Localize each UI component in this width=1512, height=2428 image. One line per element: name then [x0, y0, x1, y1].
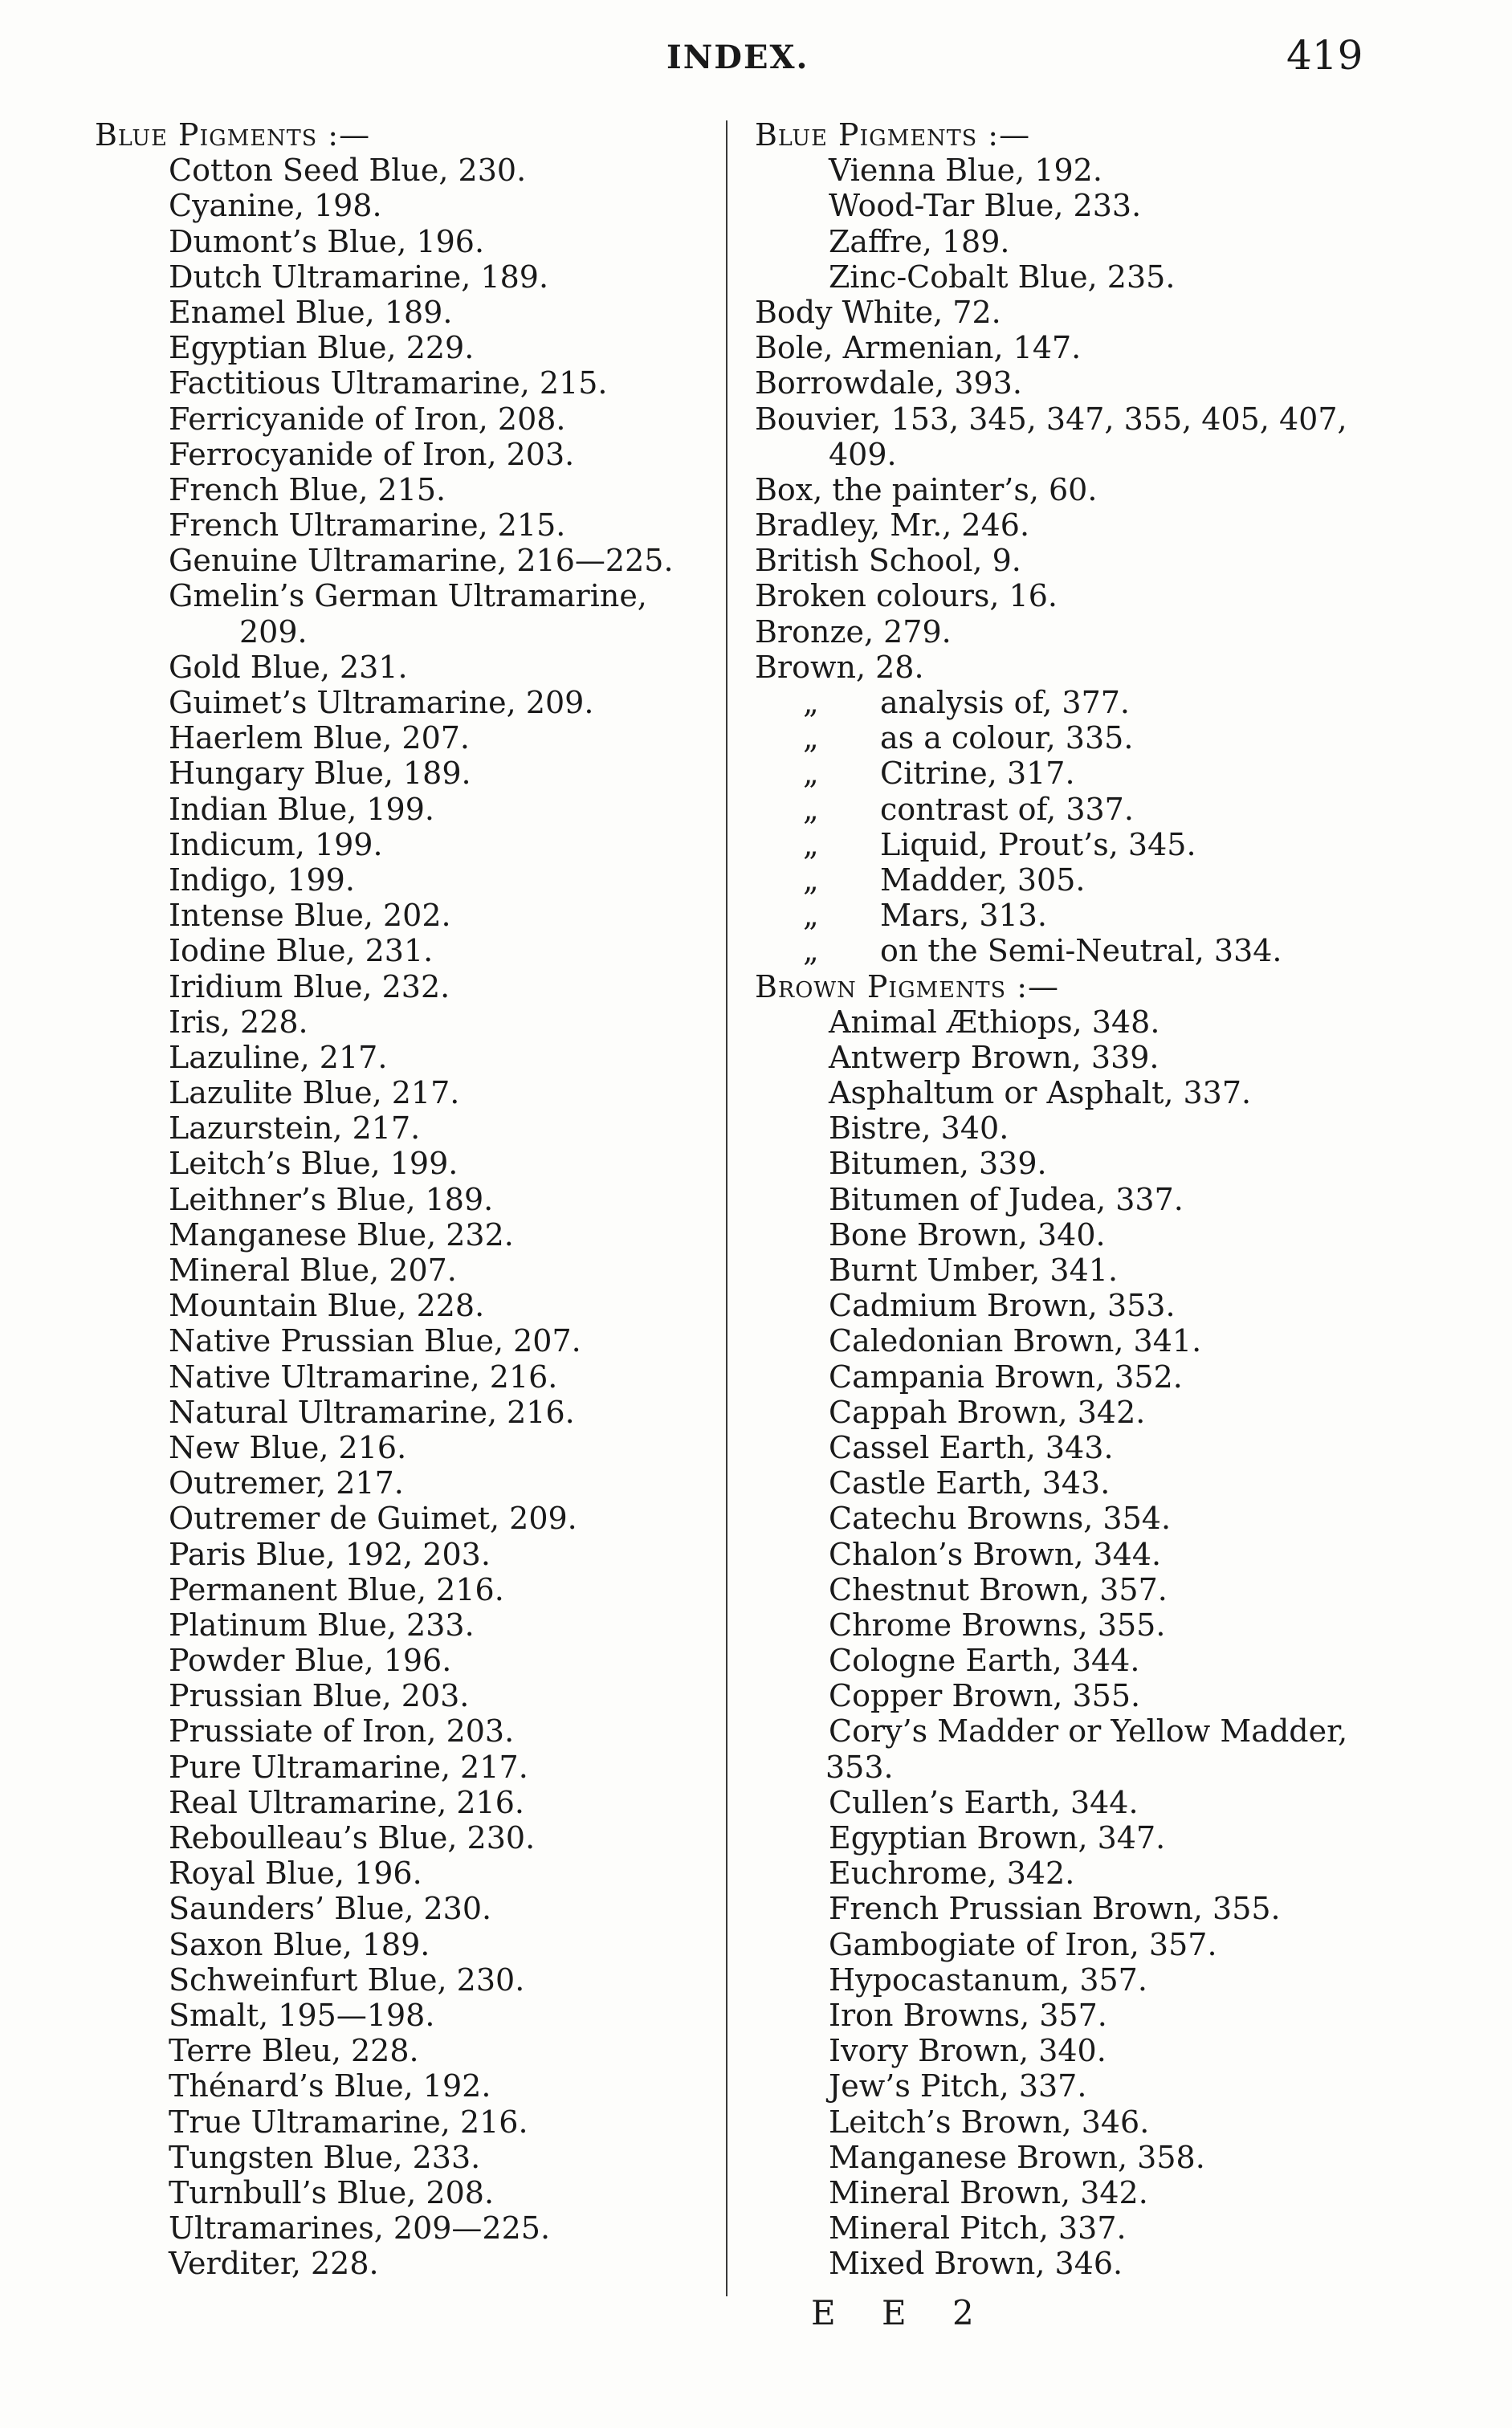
- index-entry: Prussiate of Iron, 203.: [169, 1713, 515, 1750]
- ditto-mark: „: [803, 685, 819, 720]
- index-entry: 409.: [829, 436, 897, 472]
- index-entry: Borrowdale, 393.: [755, 365, 1022, 401]
- index-column-left: [95, 117, 721, 2281]
- index-entry: Saunders’ Blue, 230.: [169, 1891, 492, 1927]
- index-entry: Royal Blue, 196.: [169, 1856, 422, 1892]
- index-entry: Jew’s Pitch, 337.: [829, 2068, 1087, 2104]
- index-entry: Bradley, Mr., 246.: [755, 507, 1030, 544]
- index-entry: Pure Ultramarine, 217.: [169, 1749, 528, 1785]
- index-entry: Intense Blue, 202.: [169, 898, 451, 934]
- index-entry: Cullen’s Earth, 344.: [829, 1784, 1139, 1820]
- index-subentry-text: as a colour, 335.: [880, 720, 1134, 756]
- index-entry: Terre Bleu, 228.: [169, 2033, 419, 2069]
- index-entry: Guimet’s Ultramarine, 209.: [169, 685, 594, 720]
- index-entry: Bitumen, 339.: [829, 1146, 1047, 1182]
- index-entry: French Prussian Brown, 355.: [829, 1891, 1281, 1927]
- index-entry: Vienna Blue, 192.: [829, 153, 1102, 189]
- index-entry: Broken colours, 16.: [755, 578, 1058, 614]
- index-entry: Natural Ultramarine, 216.: [169, 1394, 575, 1430]
- ditto-mark: „: [803, 898, 819, 934]
- index-entry: Animal Æthiops, 348.: [829, 1004, 1160, 1040]
- index-entry: Egyptian Brown, 347.: [829, 1820, 1166, 1856]
- index-entry: Leithner’s Blue, 189.: [169, 1181, 494, 1217]
- index-entry: Thénard’s Blue, 192.: [169, 2068, 491, 2104]
- index-entry: Copper Brown, 355.: [829, 1678, 1141, 1714]
- index-subentry-text: analysis of, 377.: [880, 685, 1130, 720]
- index-subentry-text: contrast of, 337.: [880, 791, 1134, 827]
- index-entry: Wood-Tar Blue, 233.: [829, 188, 1142, 224]
- index-entry: Indian Blue, 199.: [169, 791, 434, 827]
- index-entry: Body White, 72.: [755, 294, 1001, 330]
- index-entry: Gold Blue, 231.: [169, 649, 408, 685]
- index-entry: True Ultramarine, 216.: [169, 2104, 528, 2140]
- index-entry: Egyptian Blue, 229.: [169, 330, 475, 366]
- index-entry: French Ultramarine, 215.: [169, 507, 566, 544]
- index-entry: Outremer, 217.: [169, 1465, 404, 1501]
- index-entry: Turnbull’s Blue, 208.: [169, 2174, 495, 2210]
- index-entry: Chestnut Brown, 357.: [829, 1571, 1168, 1607]
- index-entry: Dutch Ultramarine, 189.: [169, 259, 549, 295]
- index-entry: Dumont’s Blue, 196.: [169, 223, 485, 259]
- index-entry: Hypocastanum, 357.: [829, 1962, 1147, 1998]
- index-entry: Reboulleau’s Blue, 230.: [169, 1820, 536, 1856]
- index-entry: Iridium Blue, 232.: [169, 968, 450, 1004]
- index-entry: Asphaltum or Asphalt, 337.: [829, 1075, 1252, 1111]
- index-entry: Smalt, 195—198.: [169, 1997, 435, 2033]
- index-entry: Mineral Blue, 207.: [169, 1253, 457, 1288]
- index-entry: Leitch’s Brown, 346.: [829, 2104, 1150, 2140]
- index-entry: Iodine Blue, 231.: [169, 933, 434, 969]
- index-entry: Cadmium Brown, 353.: [829, 1288, 1176, 1324]
- index-entry: Bitumen of Judea, 337.: [829, 1181, 1184, 1217]
- index-entry: Outremer de Guimet, 209.: [169, 1501, 577, 1537]
- index-entry: Mountain Blue, 228.: [169, 1288, 485, 1324]
- index-entry: Iron Browns, 357.: [829, 1997, 1107, 2033]
- ditto-mark: „: [803, 791, 819, 827]
- index-section-heading: Blue Pigments :—: [755, 117, 1031, 153]
- index-entry: Mixed Brown, 346.: [829, 2246, 1123, 2282]
- index-entry: Mineral Brown, 342.: [829, 2174, 1148, 2210]
- page-header: [0, 32, 1512, 88]
- index-entry: Indigo, 199.: [169, 862, 355, 898]
- index-entry: Bone Brown, 340.: [829, 1216, 1106, 1253]
- index-entry: Haerlem Blue, 207.: [169, 720, 471, 756]
- index-entry: Paris Blue, 192, 203.: [169, 1536, 491, 1572]
- index-entry: Chalon’s Brown, 344.: [829, 1536, 1162, 1572]
- index-entry: Lazuline, 217.: [169, 1039, 388, 1075]
- index-entry: Ultramarines, 209—225.: [169, 2210, 551, 2247]
- index-subentry: [755, 827, 1397, 862]
- index-subentry: [755, 862, 1397, 898]
- index-entry: Lazurstein, 217.: [169, 1110, 421, 1147]
- ditto-mark: „: [803, 826, 819, 862]
- index-entry: Catechu Browns, 354.: [829, 1501, 1172, 1537]
- index-entry: Cologne Earth, 344.: [829, 1643, 1140, 1679]
- index-entry: Chrome Browns, 355.: [829, 1607, 1166, 1643]
- index-subentry: [755, 933, 1397, 968]
- index-subentry: [755, 685, 1397, 720]
- index-section-heading: Blue Pigments :—: [95, 117, 371, 153]
- index-subentry-text: Liquid, Prout’s, 345.: [880, 826, 1196, 862]
- index-entry-continuation: 353.: [825, 1749, 894, 1785]
- index-entry: Manganese Brown, 358.: [829, 2139, 1205, 2175]
- index-subentry-text: Mars, 313.: [880, 898, 1047, 934]
- index-entry: Native Prussian Blue, 207.: [169, 1323, 581, 1359]
- index-entry: Cappah Brown, 342.: [829, 1394, 1146, 1430]
- index-entry: Cotton Seed Blue, 230.: [169, 153, 527, 189]
- index-entry: Castle Earth, 343.: [829, 1465, 1111, 1501]
- index-entry: Hungary Blue, 189.: [169, 756, 471, 792]
- index-entry: New Blue, 216.: [169, 1429, 407, 1465]
- index-entry: British School, 9.: [755, 543, 1021, 579]
- index-entry: Prussian Blue, 203.: [169, 1678, 470, 1714]
- index-entry: Factitious Ultramarine, 215.: [169, 365, 608, 401]
- index-entry: Mineral Pitch, 337.: [829, 2210, 1127, 2247]
- column-divider: [726, 120, 727, 2296]
- index-entry: Cory’s Madder or Yellow Madder,: [829, 1713, 1348, 1750]
- index-entry: Antwerp Brown, 339.: [829, 1039, 1159, 1075]
- index-entry: Caledonian Brown, 341.: [829, 1323, 1202, 1359]
- index-section-heading: Brown Pigments :—: [755, 968, 1060, 1004]
- index-column-right: [755, 117, 1397, 2281]
- index-subentry-text: Madder, 305.: [880, 862, 1086, 898]
- index-entry: Box, the painter’s, 60.: [755, 471, 1098, 507]
- index-entry: Iris, 228.: [169, 1004, 308, 1040]
- index-entry: Powder Blue, 196.: [169, 1643, 452, 1679]
- index-subentry: [755, 792, 1397, 827]
- index-entry: Lazulite Blue, 217.: [169, 1075, 460, 1111]
- index-entry: Gambogiate of Iron, 357.: [829, 1926, 1217, 1962]
- index-entry: Permanent Blue, 216.: [169, 1571, 504, 1607]
- index-entry: Enamel Blue, 189.: [169, 294, 453, 330]
- index-entry: Native Ultramarine, 216.: [169, 1359, 558, 1395]
- index-entry: Brown, 28.: [755, 649, 924, 685]
- index-entry: Ivory Brown, 340.: [829, 2033, 1106, 2069]
- index-entry: Manganese Blue, 232.: [169, 1216, 514, 1253]
- page-number: 419: [1286, 32, 1363, 79]
- index-entry: Bouvier, 153, 345, 347, 355, 405, 407,: [755, 401, 1347, 437]
- index-entry: Zinc-Cobalt Blue, 235.: [829, 259, 1176, 295]
- index-subentry-text: Citrine, 317.: [880, 756, 1075, 792]
- index-entry: French Blue, 215.: [169, 471, 446, 507]
- index-entry: Leitch’s Blue, 199.: [169, 1146, 458, 1182]
- index-entry: Real Ultramarine, 216.: [169, 1784, 524, 1820]
- index-entry-continuation: 209.: [239, 613, 308, 650]
- ditto-mark: „: [803, 933, 819, 969]
- index-entry: Platinum Blue, 233.: [169, 1607, 475, 1643]
- index-entry: Tungsten Blue, 233.: [169, 2139, 481, 2175]
- index-entry: Zaffre, 189.: [829, 223, 1010, 259]
- index-entry: Bole, Armenian, 147.: [755, 330, 1082, 366]
- index-entry: Burnt Umber, 341.: [829, 1253, 1119, 1288]
- signature-mark: E E 2: [811, 2293, 992, 2332]
- ditto-mark: „: [803, 862, 819, 898]
- index-subentry: [755, 756, 1397, 791]
- page-title: INDEX.: [666, 39, 809, 76]
- index-entry: Verditer, 228.: [169, 2246, 379, 2282]
- index-subentry: [755, 720, 1397, 756]
- index-entry: Bistre, 340.: [829, 1110, 1009, 1147]
- index-entry: Ferrocyanide of Iron, 203.: [169, 436, 575, 472]
- index-entry: Campania Brown, 352.: [829, 1359, 1183, 1395]
- index-entry: Schweinfurt Blue, 230.: [169, 1962, 525, 1998]
- index-entry: Genuine Ultramarine, 216—225.: [169, 543, 674, 579]
- index-entry: Gmelin’s German Ultramarine,: [169, 578, 647, 614]
- index-subentry: [755, 898, 1397, 933]
- ditto-mark: „: [803, 720, 819, 756]
- index-entry: Ferricyanide of Iron, 208.: [169, 401, 566, 437]
- index-subentry-text: on the Semi-Neutral, 334.: [880, 933, 1282, 969]
- ditto-mark: „: [803, 756, 819, 792]
- index-entry: Cyanine, 198.: [169, 188, 382, 224]
- index-entry: Cassel Earth, 343.: [829, 1429, 1114, 1465]
- index-entry: Bronze, 279.: [755, 613, 952, 650]
- index-entry: Saxon Blue, 189.: [169, 1926, 430, 1962]
- index-entry: Indicum, 199.: [169, 826, 383, 862]
- index-entry: Euchrome, 342.: [829, 1856, 1075, 1892]
